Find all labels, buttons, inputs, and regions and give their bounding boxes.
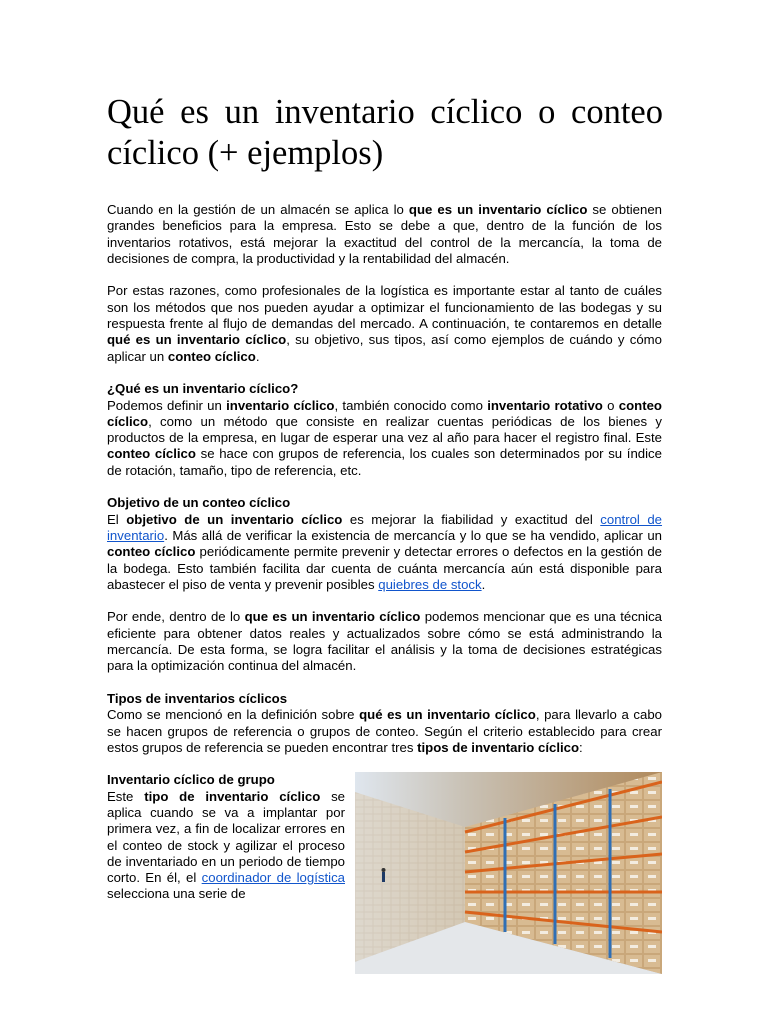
section-types: Tipos de inventarios cíclicos Como se mencionó en la definición sobre qué es un inventario cíclico, para llevarlo a cabo se hacen grupos de referencia o grupos de conteo. Según el criterio establecido para crear estos grupos de referencia se pueden encontrar tres tipos de inventario cíclico:	[107, 690, 662, 755]
objective-paragraph-2: Por ende, dentro de lo que es un inventario cíclico podemos mencionar que es una técnica eficiente para obtener datos reales y actualizados sobre cómo se está administrando la mercancía. De esta forma, se logra facilitar el análisis y la toma de decisiones estratégicas para la optimización continua del almacén.	[107, 609, 663, 674]
section-objective: Objetivo de un conteo cíclico El objetivo de un inventario cíclico es mejorar la fiabilidad y exactitud del control de inventario. Más allá de verificar la existencia de mercancía y lo que se ha vendido, aplicar un conteo cíclico periódicamente permite prevenir y detectar errores o defectos en la gestión de la bodega. Esto también facilita dar cuenta de cuánta mercancía aún está disponible para abastecer el piso de venta y prevenir posibles quiebres de stock.	[107, 495, 663, 592]
page-title: Qué es un inventario cíclico o conteo cíclico (+ ejemplos)	[107, 93, 663, 172]
link-control-de-inventario[interactable]: control de inventario	[107, 511, 663, 543]
link-quiebres-de-stock[interactable]: quiebres de stock	[378, 576, 482, 592]
intro-paragraph-2: Por estas razones, como profesionales de la logística es importante estar al tanto de cuáles son los métodos que nos pueden ayudar a optimizar el funcionamiento de las bodegas y su respuesta frente al flujo de demandas del mercado. A continuación, te contaremos en detalle qué es un inventario cíclico, su objetivo, sus tipos, así como ejemplos de cuándo y cómo aplicar un conteo cíclico.	[107, 283, 662, 364]
section-heading-group: Inventario cíclico de grupo	[107, 772, 275, 788]
warehouse-shelves-photo-icon	[355, 772, 662, 974]
intro-paragraph-1: Cuando en la gestión de un almacén se aplica lo que es un inventario cíclico se obtienen grandes beneficios para la empresa. Esto se debe a que, dentro de la función de los inventarios rotativos, está mejorar la exactitud del control de la mercancía, la toma de decisiones de compra, la productividad y la rentabilidad del almacén.	[107, 202, 663, 266]
section-group: Inventario cíclico de grupo Este tipo de inventario cíclico se aplica cuando se va a implantar por primera vez, a fin de localizar errores en el conteo de stock y agilizar el proceso de inventariado en un periodo de tiempo corto. En él, el coordinador de logística selecciona una serie de	[107, 772, 662, 902]
section-what-is: ¿Qué es un inventario cíclico? Podemos definir un inventario cíclico, también conocido como inventario rotativo o conteo cíclico, como un método que consiste en realizar cuentas periódicas de los bienes y productos de la empresa, en lugar de esperar una vez al año para hacer el registro final. Este conteo cíclico se hace con grupos de referencia, los cuales son determinados por su índice de rotación, tamaño, tipo de referencia, etc.	[107, 381, 662, 478]
article-body	[107, 202, 662, 974]
section-heading-objective: Objetivo de un conteo cíclico	[107, 495, 291, 511]
link-coordinador-de-logistica[interactable]: coordinador de logística	[201, 870, 345, 886]
section-heading-what-is: ¿Qué es un inventario cíclico?	[107, 381, 299, 397]
group-section	[107, 772, 662, 902]
section-heading-types: Tipos de inventarios cíclicos	[107, 690, 288, 706]
